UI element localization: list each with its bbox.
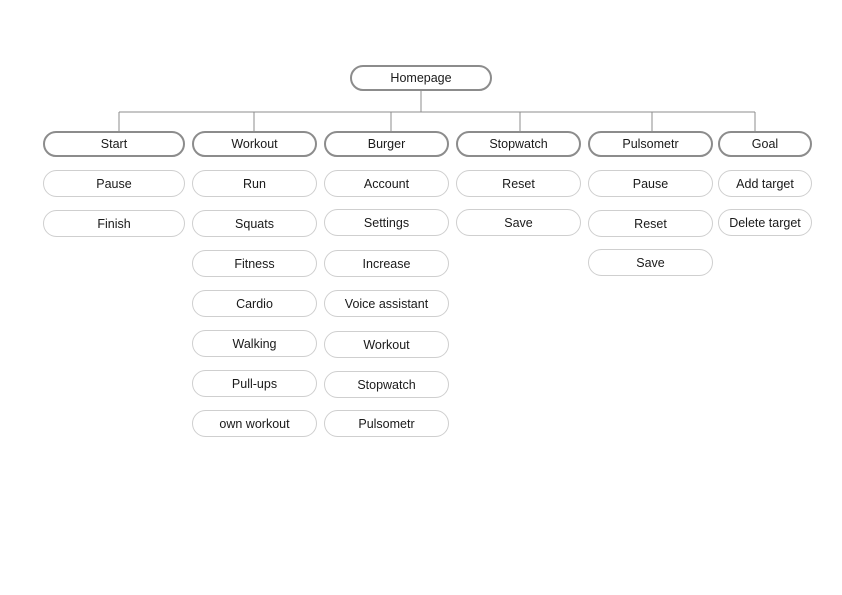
- stopwatch-save-label: Save: [504, 215, 533, 230]
- workout-node: [192, 131, 317, 157]
- workout-own-workout-label: own workout: [219, 416, 290, 431]
- burger-pulsometr-label: Pulsometr: [358, 416, 415, 431]
- workout-cardio-node: [192, 290, 317, 317]
- burger-stopwatch-node: [324, 371, 449, 398]
- start-pause-label: Pause: [96, 176, 132, 191]
- goal-delete-target-node: [718, 209, 812, 236]
- burger-stopwatch-label: Stopwatch: [357, 377, 416, 392]
- burger-node: [324, 131, 449, 157]
- workout-squats-node: [192, 210, 317, 237]
- homepage-node: [350, 65, 492, 91]
- workout-walking-node: [192, 330, 317, 357]
- burger-workout-label: Workout: [363, 337, 410, 352]
- homepage-label: Homepage: [390, 71, 452, 85]
- start-finish-node: [43, 210, 185, 237]
- goal-delete-target-label: Delete target: [729, 215, 801, 230]
- burger-settings-label: Settings: [363, 215, 410, 230]
- burger-settings-node: [324, 209, 449, 236]
- pulsometr-reset-label: Reset: [634, 216, 667, 231]
- start-finish-label: Finish: [97, 216, 131, 231]
- workout-run-node: [192, 170, 317, 197]
- goal-add-target-label: Add target: [736, 176, 794, 191]
- workout-run-label: Run: [243, 176, 266, 191]
- workout-pullups-node: [192, 370, 317, 397]
- stopwatch-reset-node: [456, 170, 581, 197]
- workout-label: Workout: [231, 137, 278, 151]
- pulsometr-pause-node: [588, 170, 713, 197]
- stopwatch-reset-label: Reset: [502, 176, 535, 191]
- burger-workout-node: [324, 331, 449, 358]
- pulsometr-save-label: Save: [636, 255, 665, 270]
- workout-own-workout-node: [192, 410, 317, 437]
- goal-node: [718, 131, 812, 157]
- stopwatch-node: [456, 131, 581, 157]
- burger-increase-label: Increase: [362, 256, 411, 271]
- pulsometr-reset-node: [588, 210, 713, 237]
- burger-account-label: Account: [363, 176, 410, 191]
- goal-label: Goal: [751, 137, 779, 151]
- pulsometr-label: Pulsometr: [622, 137, 679, 151]
- burger-voice-assistant-node: [324, 290, 449, 317]
- start-label: Start: [100, 137, 128, 151]
- burger-increase-node: [324, 250, 449, 277]
- pulsometr-pause-label: Pause: [632, 176, 669, 191]
- workout-walking-label: Walking: [232, 336, 277, 351]
- burger-label: Burger: [367, 137, 406, 151]
- stopwatch-save-node: [456, 209, 581, 236]
- start-node: [43, 131, 185, 157]
- start-pause-node: [43, 170, 185, 197]
- workout-cardio-label: Cardio: [236, 296, 273, 311]
- workout-fitness-node: [192, 250, 317, 277]
- goal-add-target-node: [718, 170, 812, 197]
- workout-fitness-label: Fitness: [234, 256, 275, 271]
- workout-squats-label: Squats: [235, 216, 274, 231]
- burger-account-node: [324, 170, 449, 197]
- stopwatch-label: Stopwatch: [489, 137, 548, 151]
- burger-pulsometr-node: [324, 410, 449, 437]
- pulsometr-node: [588, 131, 713, 157]
- pulsometr-save-node: [588, 249, 713, 276]
- burger-voice-assistant-label: Voice assistant: [344, 296, 429, 311]
- workout-pullups-label: Pull-ups: [231, 376, 278, 391]
